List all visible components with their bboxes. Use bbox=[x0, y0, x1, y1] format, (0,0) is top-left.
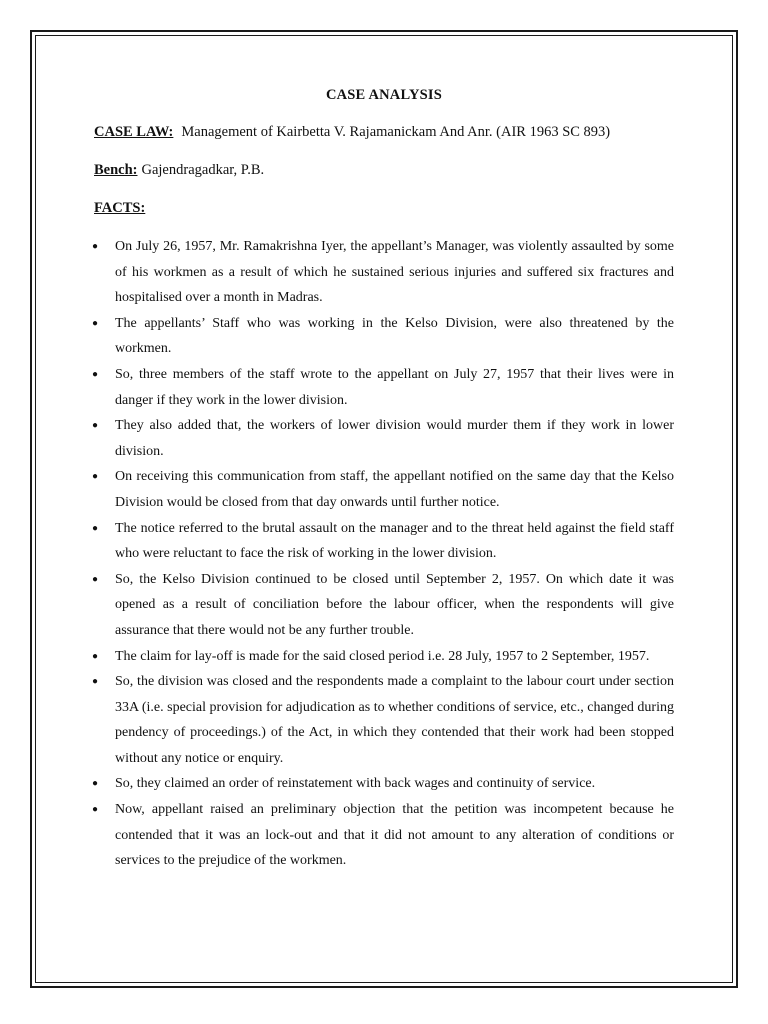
bullet-icon: ● bbox=[91, 241, 99, 252]
fact-text: The claim for lay-off is made for the said closed period i.e. 28 July, 1957 to 2 September, 1957. bbox=[115, 648, 650, 664]
fact-item bbox=[90, 234, 674, 311]
bullet-icon: ● bbox=[91, 420, 99, 432]
document-title: CASE ANALYSIS bbox=[325, 87, 443, 103]
facts-heading: FACTS: bbox=[94, 200, 146, 216]
fact-item bbox=[90, 311, 674, 362]
fact-item bbox=[90, 464, 674, 515]
fact-text: The appellants’ Staff who was working in the Kelso Division, were also threatened by the workmen. bbox=[115, 315, 674, 357]
bullet-icon: ● bbox=[91, 317, 99, 329]
fact-text: On receiving this communication from staff, the appellant notified on the same day that the Kelso Division would be closed from that day onwards until further notice. bbox=[115, 469, 674, 510]
fact-item bbox=[90, 669, 674, 771]
fact-item bbox=[90, 771, 674, 797]
fact-item bbox=[90, 567, 674, 644]
fact-item bbox=[90, 413, 674, 464]
bench-label: Bench: bbox=[94, 162, 138, 178]
fact-item bbox=[90, 644, 674, 670]
bullet-icon: ● bbox=[91, 573, 99, 585]
fact-item bbox=[90, 797, 674, 874]
fact-text: On July 26, 1957, Mr. Ramakrishna Iyer, the appellant’s Manager, was violently assaulted by some of his workmen as a result of which he sustained serious injuries and suffered six fractures and hospitalised over a month in Madras. bbox=[115, 239, 674, 306]
fact-text: Now, appellant raised an preliminary objection that the petition was incompetent because he contended that it was an lock-out and that it did not amount to any alteration of conditions or services to the prejudice of the workmen. bbox=[115, 802, 674, 869]
facts-list bbox=[90, 234, 674, 874]
bullet-icon: ● bbox=[91, 650, 99, 662]
bullet-icon: ● bbox=[91, 471, 99, 483]
bullet-icon: ● bbox=[91, 676, 99, 688]
bullet-icon: ● bbox=[91, 368, 99, 380]
bench-line bbox=[94, 162, 264, 179]
case-law-line bbox=[94, 124, 610, 141]
fact-text: So, the division was closed and the respondents made a complaint to the labour court under section 33A (i.e. special provision for adjudication as to whether conditions of service, etc., changed during pendency of proceedings.) of the Act, in which they contended that their work had been stopped without any notice or enquiry. bbox=[115, 674, 674, 766]
fact-item bbox=[90, 362, 674, 413]
fact-text: So, three members of the staff wrote to the appellant on July 27, 1957 that their lives were in danger if they work in the lower division. bbox=[115, 366, 674, 408]
case-law-label: CASE LAW: bbox=[94, 124, 174, 140]
bullet-icon: ● bbox=[91, 778, 99, 790]
fact-text: The notice referred to the brutal assault on the manager and to the threat held against the field staff who were reluctant to face the risk of working in the lower division. bbox=[115, 520, 674, 562]
bullet-icon: ● bbox=[91, 522, 99, 534]
bullet-icon: ● bbox=[91, 804, 99, 816]
case-law-value: Management of Kairbetta V. Rajamanickam And Anr. (AIR 1963 SC 893) bbox=[181, 124, 611, 140]
fact-text: So, the Kelso Division continued to be closed until September 2, 1957. On which date it was opened as a result of conciliation before the labour officer, when the respondents will give assurance that there would not be any further trouble. bbox=[115, 571, 674, 638]
fact-item bbox=[90, 516, 674, 567]
bench-value: Gajendragadkar, P.B. bbox=[141, 162, 265, 178]
facts-heading-line bbox=[94, 200, 145, 217]
fact-text: So, they claimed an order of reinstatement with back wages and continuity of service. bbox=[115, 776, 596, 792]
fact-text: They also added that, the workers of lower division would murder them if they work in lower division. bbox=[115, 418, 674, 459]
